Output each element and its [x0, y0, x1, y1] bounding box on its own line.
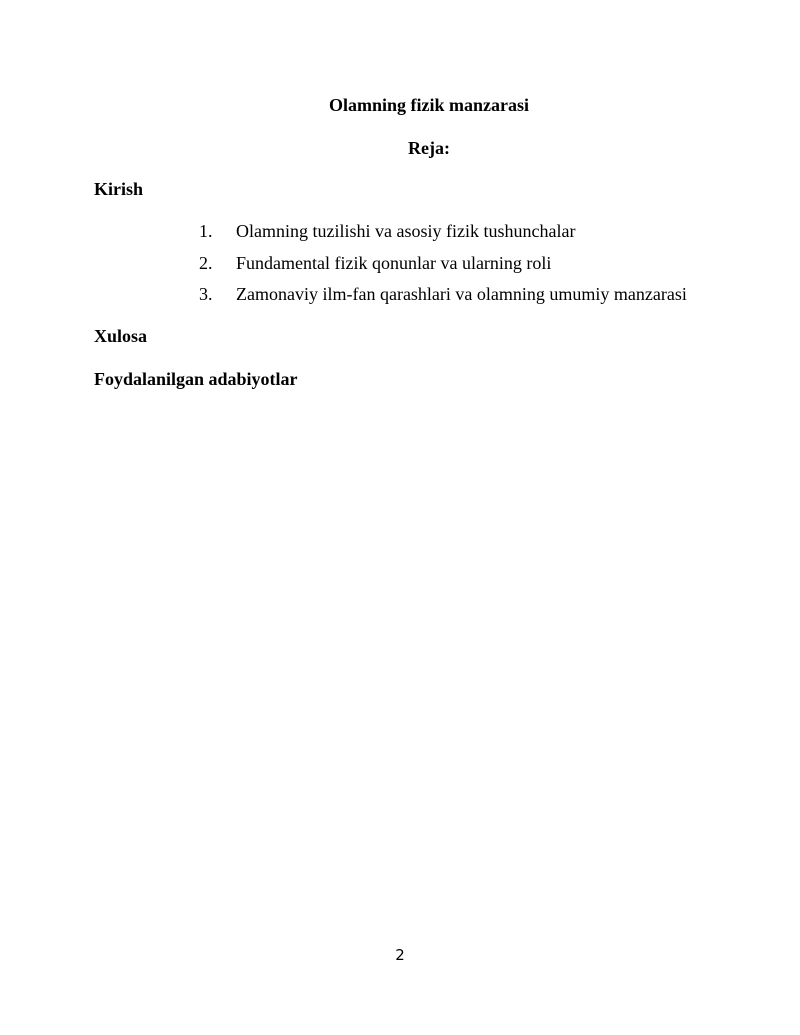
plan-item-number: 2.	[199, 252, 213, 273]
plan-item	[199, 220, 687, 242]
plan-item	[199, 283, 687, 305]
plan-item-number: 3.	[199, 284, 213, 304]
plan-list	[199, 220, 687, 315]
page-number: 2	[395, 946, 405, 964]
plan-item-number: 1.	[199, 221, 213, 241]
intro-heading: Kirish	[94, 179, 144, 199]
conclusion-heading: Xulosa	[94, 326, 148, 346]
plan-item-text: Olamning tuzilishi va asosiy fizik tushunchalar	[236, 221, 576, 241]
plan-heading: Reja:	[408, 138, 450, 158]
references-heading: Foydalanilgan adabiyotlar	[94, 369, 298, 389]
document-title: Olamning fizik manzarasi	[328, 95, 529, 115]
plan-item-text: Fundamental fizik qonunlar va ularning roli	[236, 252, 552, 273]
plan-item-text: Zamonaviy ilm-fan qarashlari va olamning umumiy manzarasi	[236, 284, 687, 304]
plan-item	[199, 252, 687, 274]
